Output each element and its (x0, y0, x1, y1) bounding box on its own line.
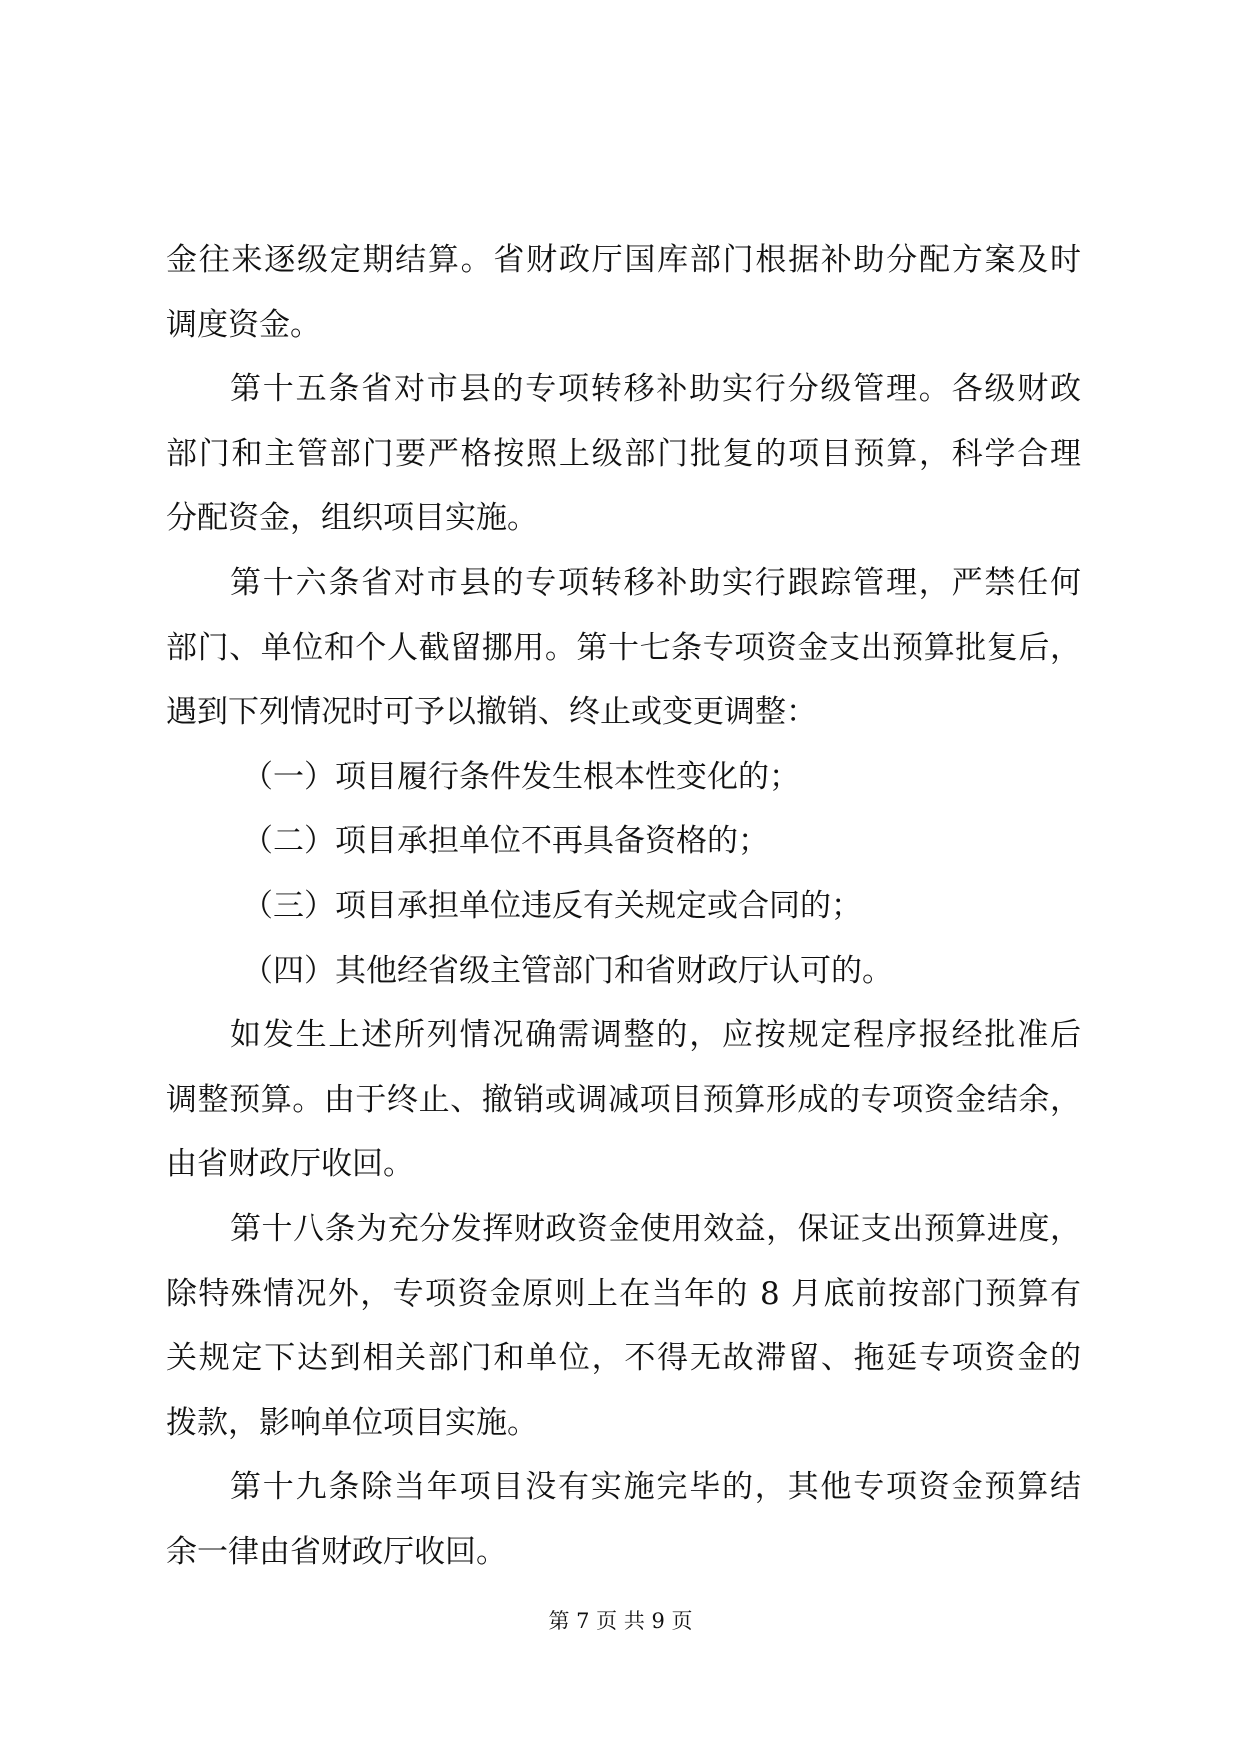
list-item: （三）项目承担单位违反有关规定或合同的； (242, 887, 862, 924)
article-15-line: 第十五条省对市县的专项转移补助实行分级管理。各级财政 (230, 371, 1081, 408)
text-line: 由省财政厅收回。 (166, 1146, 414, 1183)
text-line: 部门、单位和个人截留挪用。第十七条专项资金支出预算批复后， (166, 629, 1081, 666)
text-line: 拨款，影响单位项目实施。 (166, 1404, 538, 1441)
text-line: 余一律由省财政厅收回。 (166, 1533, 507, 1570)
article-18-line: 第十八条为充分发挥财政资金使用效益，保证支出预算进度， (230, 1210, 1081, 1247)
article-19-line: 第十九条除当年项目没有实施完毕的，其他专项资金预算结 (230, 1469, 1081, 1506)
text-line: 分配资金，组织项目实施。 (166, 500, 538, 537)
text-line: 如发生上述所列情况确需调整的，应按规定程序报经批准后 (230, 1017, 1081, 1054)
text-line: 遇到下列情况时可予以撤销、终止或变更调整： (166, 694, 817, 731)
text-line: 金往来逐级定期结算。省财政厅国库部门根据补助分配方案及时 (166, 242, 1081, 278)
text-line: 调整预算。由于终止、撤销或调减项目预算形成的专项资金结余， (166, 1081, 1081, 1118)
list-item: （一）项目履行条件发生根本性变化的； (242, 758, 800, 795)
list-item: （四）其他经省级主管部门和省财政厅认可的。 (242, 952, 893, 989)
text-line: 部门和主管部门要严格按照上级部门批复的项目预算，科学合理 (166, 435, 1081, 472)
page-number-footer: 第 7 页 共 9 页 (548, 1609, 693, 1633)
document-body (166, 228, 1081, 1584)
text-line: 调度资金。 (166, 306, 321, 343)
text-line: 除特殊情况外，专项资金原则上在当年的 8 月底前按部门预算有 (166, 1275, 1081, 1312)
article-16-line: 第十六条省对市县的专项转移补助实行跟踪管理，严禁任何 (230, 564, 1081, 601)
text-line: 关规定下达到相关部门和单位，不得无故滞留、拖延专项资金的 (166, 1340, 1081, 1377)
list-item: （二）项目承担单位不再具备资格的； (242, 823, 769, 860)
